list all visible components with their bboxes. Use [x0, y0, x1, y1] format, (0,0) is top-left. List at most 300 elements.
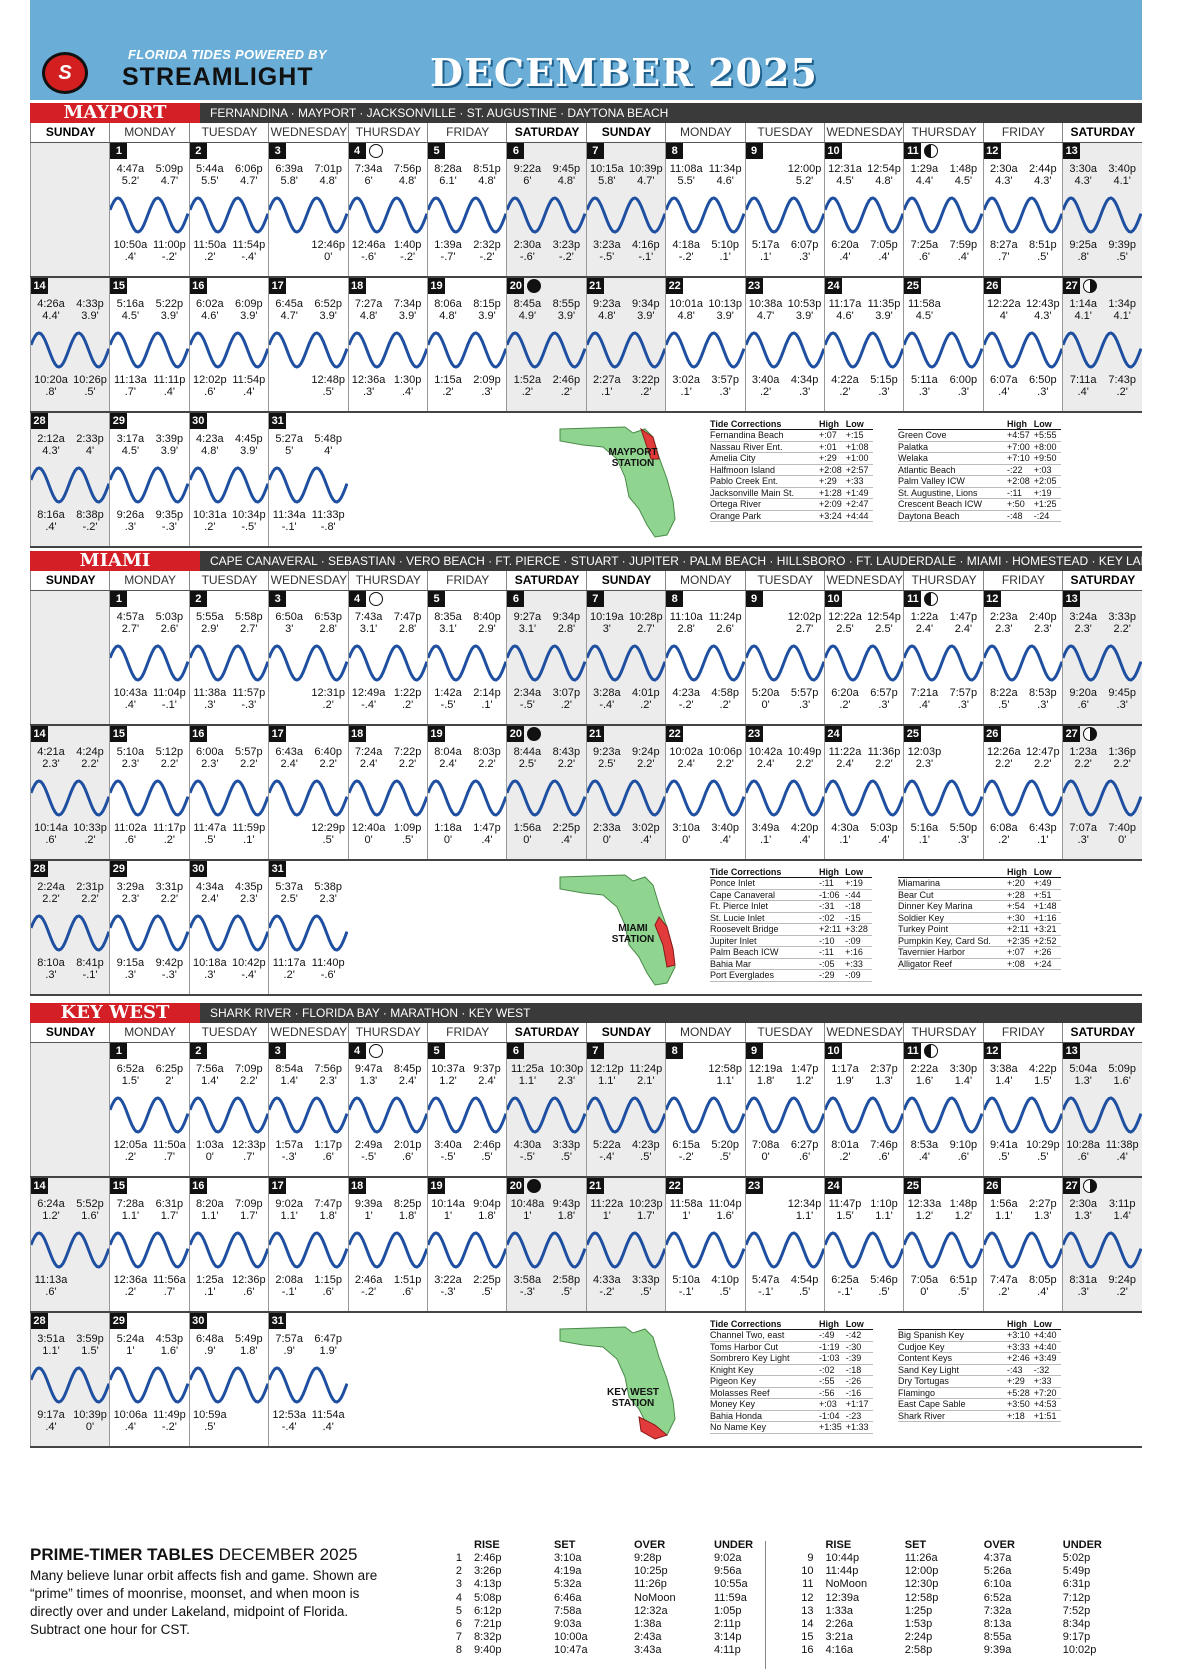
high-tide-height: 2.2' [1074, 758, 1092, 770]
day-cell [665, 1043, 744, 1176]
low-tide-time: 1:52a [513, 374, 542, 386]
tide-wave-line [587, 1098, 665, 1132]
high-tide-height: 1.2' [795, 1075, 814, 1087]
high-tide-time: 11:08a [669, 163, 703, 175]
correction-cell: Sombrero Key Light [710, 1353, 819, 1365]
high-tide-height: 1' [364, 1210, 373, 1222]
day-number: 24 [825, 278, 842, 294]
day-number: 23 [746, 1178, 763, 1194]
low-tide-time: 11:54p [232, 374, 266, 386]
high-tide-time: 1:29a [910, 163, 939, 175]
low-tide-height: .3' [719, 386, 731, 398]
day-cell [268, 143, 347, 276]
prime-cell: 11:59a [714, 1591, 747, 1604]
high-tide-height: 4.8' [598, 310, 616, 322]
correction-cell: East Cape Sable [898, 1399, 1007, 1411]
high-tide-height: 4.7' [756, 310, 775, 322]
tide-wave-line [666, 781, 744, 815]
correction-cell: Molasses Reef [710, 1387, 819, 1399]
high-tide-time: 3:59p [76, 1333, 104, 1345]
prime-cell: 11 [802, 1578, 814, 1591]
low-tide-height: .2' [759, 386, 772, 398]
high-tide-time: 8:45a [513, 298, 542, 310]
corrections-header [898, 867, 1007, 878]
high-tide-height: 1.5' [1034, 1075, 1052, 1087]
low-tide-height: -.5' [361, 1151, 377, 1163]
high-tide-height: 2.5' [518, 758, 537, 770]
prime-cell: 4:13p [474, 1578, 502, 1591]
low-tide-height: -.2' [678, 699, 694, 711]
high-tide-time: 11:22a [828, 746, 862, 758]
low-tide-time: 10:20a [34, 374, 68, 386]
high-tide-height: 5.5' [201, 175, 219, 187]
low-tide-time: 4:30a [831, 822, 859, 834]
tide-wave-line [110, 333, 188, 367]
low-tide-height: .6' [243, 1286, 255, 1298]
correction-cell: +3:33 [1007, 1341, 1034, 1353]
day-number: 7 [587, 1043, 604, 1059]
correction-cell: +3:21 [1034, 924, 1061, 936]
tide-wave-graphic [587, 1043, 666, 1176]
correction-cell: +1:51 [1034, 1410, 1061, 1422]
high-tide-time: 3:33p [1108, 611, 1136, 623]
correction-row [710, 970, 872, 982]
prime-cell: 11:44p [825, 1565, 859, 1578]
correction-cell: +:18 [1007, 1410, 1034, 1422]
florida-shape [560, 1327, 675, 1437]
tide-wave-graphic [1063, 143, 1142, 276]
low-tide-height: .3' [1077, 834, 1089, 846]
high-tide-height: 2.3' [1074, 623, 1092, 635]
correction-cell: -:44 [845, 889, 872, 901]
correction-cell: -:31 [819, 901, 845, 913]
high-tide-time: 8:03p [473, 746, 501, 758]
day-cell [903, 726, 982, 859]
low-tide-time: 9:15a [116, 957, 145, 969]
high-tide-time: 2:12a [37, 433, 65, 445]
prime-cell: 5 [455, 1604, 462, 1617]
section-name: MIAMI [30, 551, 200, 571]
high-tide-height: 3.9' [319, 310, 337, 322]
high-tide-time: 9:27a [513, 611, 542, 623]
high-tide-time: 11:10a [669, 611, 703, 623]
prime-cell: 10:47a [554, 1644, 588, 1657]
low-tide-time: 8:38p [76, 509, 104, 521]
low-tide-time: 5:10p [711, 239, 739, 251]
high-tide-height: 2.8' [677, 623, 695, 635]
correction-row [710, 901, 872, 913]
correction-cell: -:56 [819, 1387, 846, 1399]
prime-cell: 9:03a [554, 1618, 582, 1631]
low-tide-height: .7' [163, 1286, 176, 1298]
low-tide-height: -.2' [479, 251, 495, 263]
high-tide-time: 11:04p [708, 1198, 742, 1210]
correction-cell: -:11 [1007, 487, 1034, 499]
prime-timer-section [30, 1535, 1142, 1675]
correction-cell: +:29 [819, 453, 846, 465]
high-tide-height: 3.9' [398, 310, 417, 322]
high-tide-time: 1:47p [790, 1063, 819, 1075]
low-tide-time: 1:09p [393, 822, 422, 834]
day-cell [665, 726, 744, 859]
correction-row [710, 878, 872, 890]
correction-cell: -:48 [1007, 510, 1034, 522]
correction-cell: Amelia City [710, 453, 819, 465]
correction-cell: Ft. Pierce Inlet [710, 901, 819, 913]
low-tide-height: .7' [163, 1151, 176, 1163]
day-name: MONDAY [109, 123, 189, 142]
tide-wave-graphic [190, 861, 269, 994]
day-number: 18 [349, 278, 366, 294]
day-cell [1062, 1178, 1141, 1311]
high-tide-time: 1:47p [949, 611, 978, 623]
high-tide-height: 3.9' [716, 310, 734, 322]
low-tide-time: 3:40a [434, 1139, 462, 1151]
day-number: 28 [31, 861, 48, 877]
day-name: SUNDAY [30, 1023, 110, 1042]
tide-wave-graphic [666, 1178, 745, 1311]
day-name: TUESDAY [745, 1023, 825, 1042]
high-tide-height: 1.5' [121, 1075, 140, 1087]
tide-wave-line [507, 646, 585, 680]
high-tide-height: 4.3' [1034, 175, 1052, 187]
prime-row [430, 1618, 794, 1631]
low-tide-height: .6' [918, 251, 931, 263]
high-tide-height: 3.9' [637, 310, 655, 322]
low-tide-time: 8:05p [1029, 1274, 1057, 1286]
day-number: 24 [825, 726, 842, 742]
high-tide-time: 12:31a [828, 163, 862, 175]
low-tide-height: .1' [759, 251, 772, 263]
day-number: 1 [110, 143, 127, 159]
tide-wave-line [825, 646, 903, 680]
day-name: TUESDAY [189, 1023, 269, 1042]
day-number: 6 [507, 1043, 524, 1059]
low-tide-time: 8:53a [910, 1139, 939, 1151]
prime-cell: 2:43a [634, 1631, 662, 1644]
correction-row [898, 487, 1061, 499]
high-tide-time: 3:39p [155, 433, 184, 445]
correction-cell: Cudjoe Key [898, 1341, 1007, 1353]
low-tide-height: .5' [998, 699, 1010, 711]
tide-corrections-table-left [710, 1319, 873, 1434]
high-tide-height: 1.1' [121, 1210, 140, 1222]
high-tide-time: 11:25a [510, 1063, 544, 1075]
high-tide-time: 3:40p [1108, 163, 1136, 175]
day-name: MONDAY [665, 1023, 745, 1042]
high-tide-height: 3.9' [795, 310, 814, 322]
correction-cell: Flamingo [898, 1387, 1007, 1399]
day-cell [109, 1043, 188, 1176]
low-tide-time: 11:17a [272, 957, 306, 969]
tide-corrections-table-right [898, 867, 1061, 970]
day-name: TUESDAY [189, 571, 269, 590]
high-tide-time: 8:28a [434, 163, 462, 175]
high-tide-time: 12:54p [867, 163, 901, 175]
low-tide-height: .4' [798, 834, 811, 846]
correction-cell: -:39 [846, 1353, 873, 1365]
day-cell [1062, 278, 1141, 411]
tide-wave-line [349, 1098, 427, 1132]
high-tide-height: 2.2' [42, 893, 60, 905]
low-tide-time: 6:25a [831, 1274, 859, 1286]
high-tide-time: 6:00a [196, 746, 224, 758]
day-cell [427, 278, 506, 411]
correction-row [898, 1341, 1061, 1353]
high-tide-time: 7:24a [354, 746, 383, 758]
correction-cell: +1:16 [1034, 912, 1061, 924]
high-tide-time: 11:17a [828, 298, 862, 310]
day-cell [427, 726, 506, 859]
low-tide-height: -.2' [678, 1151, 694, 1163]
low-tide-height: .4' [124, 251, 137, 263]
low-tide-time: 6:15a [672, 1139, 700, 1151]
day-number: 3 [269, 1043, 286, 1059]
day-number: 17 [269, 1178, 286, 1194]
low-tide-time: 7:59p [949, 239, 978, 251]
high-tide-height: 4' [999, 310, 1008, 322]
low-tide-time: 5:20a [751, 687, 780, 699]
day-names-row [30, 1023, 1142, 1043]
low-tide-time: 1:40p [393, 239, 422, 251]
day-number: 19 [428, 1178, 445, 1194]
day-name: WEDNESDAY [824, 1023, 904, 1042]
correction-row [710, 924, 872, 936]
correction-row [898, 935, 1061, 947]
low-tide-height: .4' [1077, 386, 1089, 398]
correction-cell: Orange Park [710, 510, 819, 522]
high-tide-height: 1' [682, 1210, 691, 1222]
day-cell [30, 1313, 109, 1446]
day-cell [348, 1178, 427, 1311]
tide-wave-line [825, 1098, 903, 1132]
high-tide-height: 6.1' [439, 175, 457, 187]
day-number: 13 [1063, 143, 1080, 159]
prime-divider [765, 1541, 766, 1669]
low-tide-time: 12:53a [272, 1409, 307, 1421]
low-tide-time: 3:33p [552, 1139, 581, 1151]
day-number: 1 [110, 1043, 127, 1059]
correction-cell: Turkey Point [898, 924, 1007, 936]
prime-row [782, 1618, 1142, 1631]
low-tide-time: 12:33p [231, 1139, 266, 1151]
high-tide-height: 1.2' [954, 1210, 973, 1222]
florida-map-icon [555, 417, 685, 542]
day-name: SATURDAY [1062, 1023, 1142, 1042]
high-tide-time: 10:39p [628, 163, 663, 175]
tide-wave-line [825, 781, 903, 815]
correction-cell: Jupiter Inlet [710, 935, 819, 947]
high-tide-height: 2.2' [557, 758, 576, 770]
tide-wave-line [110, 646, 188, 680]
low-tide-time: 10:31a [192, 509, 227, 521]
correction-row [710, 430, 873, 442]
prime-cell: 6:10a [983, 1578, 1012, 1591]
high-tide-time: 12:00p [787, 163, 822, 175]
low-tide-time: 11:17p [152, 822, 186, 834]
low-tide-height: 0' [324, 251, 333, 263]
day-cell [586, 278, 665, 411]
tide-wave-graphic [746, 1043, 825, 1176]
day-cell [348, 591, 427, 724]
prime-cell: 1:33a [825, 1604, 854, 1617]
high-tide-time: 10:48a [510, 1198, 545, 1210]
day-number: 30 [190, 861, 207, 877]
tide-wave-graphic [825, 1178, 904, 1311]
low-tide-height: .2' [124, 1151, 137, 1163]
tide-wave-graphic [587, 726, 666, 859]
high-tide-time: 9:34p [552, 611, 581, 623]
low-tide-height: .2' [998, 834, 1010, 846]
prime-cell: 2:46p [474, 1552, 502, 1564]
day-number: 8 [666, 1043, 683, 1059]
low-tide-height: .6' [878, 1151, 890, 1163]
high-tide-height: 2.2' [240, 758, 258, 770]
high-tide-time: 7:28a [116, 1198, 145, 1210]
low-tide-time: 7:43p [1108, 374, 1136, 386]
high-tide-time: 10:23p [628, 1198, 663, 1210]
correction-cell: +:15 [846, 430, 873, 442]
low-tide-time: 5:03p [870, 822, 898, 834]
tide-wave-graphic [666, 278, 745, 411]
high-tide-height: 2.3' [557, 1075, 576, 1087]
correction-cell: Daytona Beach [898, 510, 1007, 522]
low-tide-time: 1:56a [513, 822, 542, 834]
low-tide-time: 1:25a [196, 1274, 224, 1286]
tide-wave-line [984, 646, 1062, 680]
prime-row [782, 1631, 1142, 1644]
day-number: 27 [1063, 1178, 1080, 1194]
low-tide-time: 12:36a [351, 374, 386, 386]
week-row [30, 1043, 1142, 1178]
high-tide-height: 4.5' [121, 445, 140, 457]
low-tide-time: 11:34a [272, 509, 306, 521]
low-tide-time: 9:24p [1108, 1274, 1136, 1286]
correction-cell: +5:28 [1007, 1387, 1034, 1399]
day-cell [109, 278, 188, 411]
day-cell [109, 1178, 188, 1311]
high-tide-time: 8:15p [473, 298, 501, 310]
prime-timer-title [30, 1545, 357, 1565]
high-tide-time: 11:58a [907, 298, 941, 310]
high-tide-height: 1.7' [160, 1210, 179, 1222]
correction-cell: Fernandina Beach [710, 430, 819, 442]
low-tide-height: -.3' [241, 699, 257, 711]
low-tide-height: .3' [204, 969, 216, 981]
day-cell [506, 278, 585, 411]
prime-cell: 3:14p [714, 1631, 742, 1644]
high-tide-time: 5:55a [196, 611, 224, 623]
day-number: 25 [904, 726, 921, 742]
prime-cell: 12:00p [904, 1565, 939, 1578]
tide-wave-graphic [349, 1043, 428, 1176]
day-name: MONDAY [109, 571, 189, 590]
high-tide-height: 4.7' [280, 310, 298, 322]
low-tide-time: 4:20p [790, 822, 819, 834]
correction-row [710, 1410, 873, 1422]
low-tide-time: 11:13a [113, 374, 147, 386]
high-tide-time: 5:10a [116, 746, 145, 758]
high-tide-time: 8:55p [552, 298, 581, 310]
high-tide-time: 10:19a [589, 611, 624, 623]
correction-row [898, 947, 1061, 959]
tide-wave-graphic [746, 143, 825, 276]
low-tide-time: 9:42p [155, 957, 184, 969]
prime-cell: 16 [801, 1644, 814, 1657]
high-tide-time: 4:33p [76, 298, 104, 310]
tide-wave-graphic [428, 1178, 507, 1311]
day-cell [824, 1178, 903, 1311]
prime-row [782, 1565, 1142, 1578]
tide-wave-graphic [666, 1043, 745, 1176]
low-tide-height: -.4' [599, 699, 615, 711]
day-number: 5 [428, 591, 445, 607]
high-tide-height: 2.5' [280, 893, 298, 905]
correction-row [710, 889, 872, 901]
low-tide-height: .5' [1116, 251, 1128, 263]
high-tide-time: 5:04a [1069, 1063, 1097, 1075]
correction-cell: Knight Key [710, 1364, 819, 1376]
tide-wave-graphic [825, 591, 904, 724]
correction-cell: +3:49 [1034, 1353, 1061, 1365]
low-tide-height: .5' [322, 834, 334, 846]
prime-cell: 4:19a [554, 1565, 582, 1578]
high-tide-height: 2.4' [398, 1075, 417, 1087]
day-cell [189, 861, 268, 994]
high-tide-time: 7:22p [393, 746, 422, 758]
tide-wave-graphic [349, 591, 428, 724]
high-tide-height: 4' [324, 445, 333, 457]
low-tide-height: .5' [560, 1286, 573, 1298]
correction-cell: +3:10 [1007, 1330, 1034, 1342]
prime-cell: 3:10a [554, 1552, 582, 1564]
high-tide-time: 6:50a [275, 611, 303, 623]
high-tide-height: 4.7' [637, 175, 655, 187]
correction-cell: Sand Key Light [898, 1364, 1007, 1376]
corrections-header: High [1007, 867, 1034, 878]
high-tide-height: 1.6' [160, 1345, 179, 1357]
low-tide-time: 10:43a [113, 687, 148, 699]
low-tide-height: -.4' [281, 1421, 297, 1433]
day-cell [348, 278, 427, 411]
day-cell [983, 726, 1062, 859]
day-cell [745, 1043, 824, 1176]
high-tide-height: 2.2' [319, 758, 337, 770]
correction-row [898, 1410, 1061, 1422]
tide-wave-graphic [587, 278, 666, 411]
low-tide-height: -.3' [519, 1286, 535, 1298]
correction-cell: Toms Harbor Cut [710, 1341, 819, 1353]
high-tide-time: 11:58a [669, 1198, 703, 1210]
low-tide-time: 4:10p [711, 1274, 739, 1286]
high-tide-height: 2.2' [1034, 758, 1052, 770]
low-tide-time: 4:23p [632, 1139, 660, 1151]
correction-cell: +:54 [1007, 901, 1034, 913]
day-number: 14 [31, 1178, 48, 1194]
tide-wave-line [428, 1233, 506, 1267]
correction-cell: -:30 [846, 1341, 873, 1353]
high-tide-time: 7:47p [393, 611, 422, 623]
correction-row [710, 912, 872, 924]
high-tide-height: 1.1' [716, 1075, 734, 1087]
low-tide-time: 12:02p [192, 374, 227, 386]
day-number: 6 [507, 591, 524, 607]
tide-wave-line [269, 1368, 347, 1402]
low-tide-height: .5' [798, 1286, 811, 1298]
prime-cell: NoMoon [634, 1591, 676, 1604]
section-title-bar [30, 103, 1142, 123]
high-tide-time: 12:19a [748, 1063, 783, 1075]
